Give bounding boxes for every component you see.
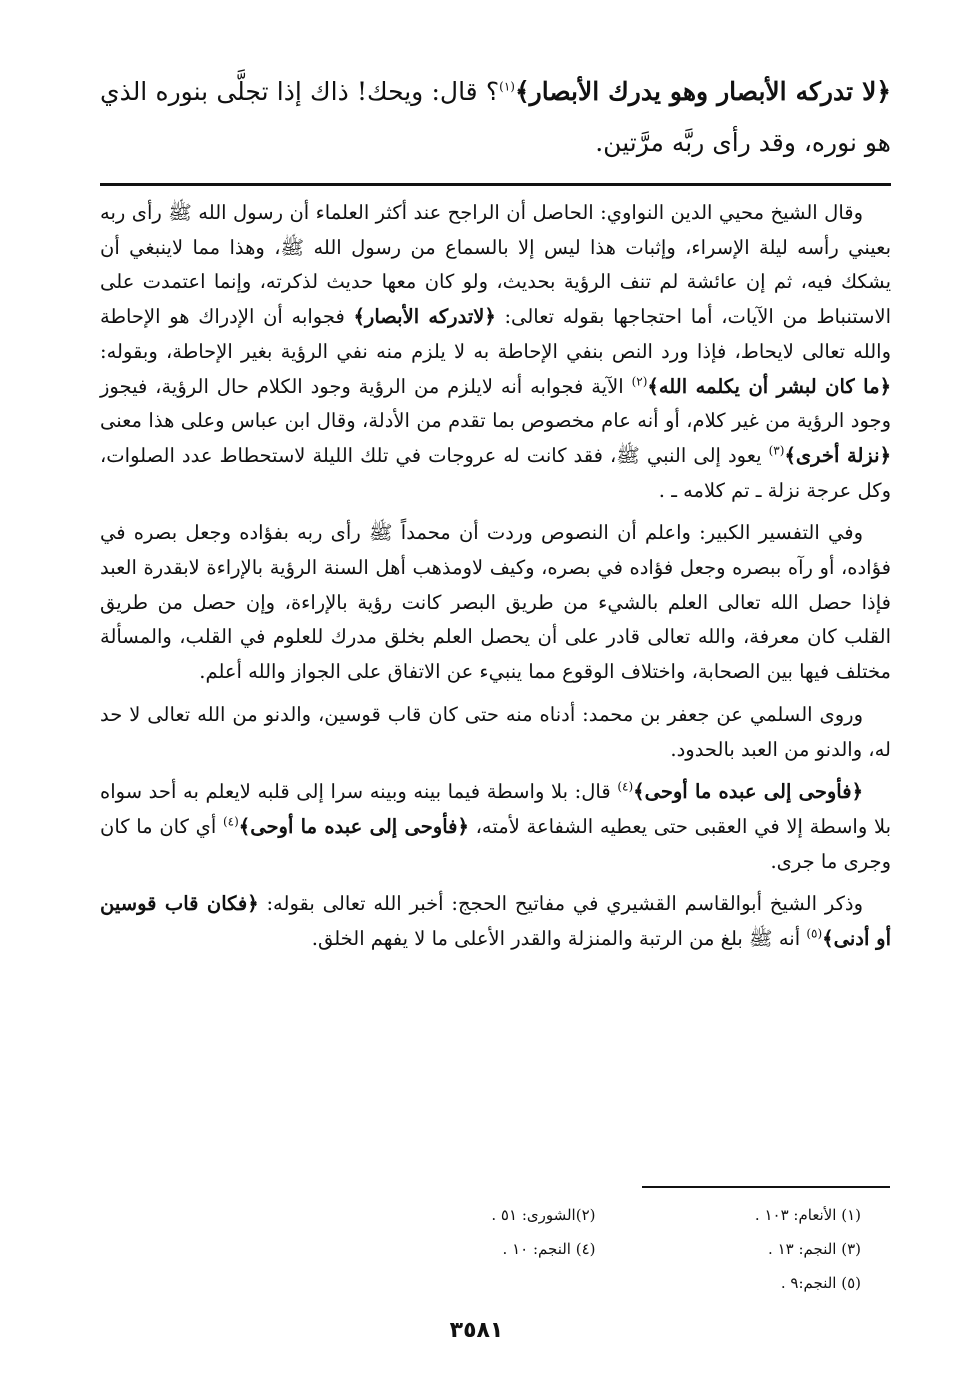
footnote: (٥) النجم:٩ . [780,1274,861,1292]
text-run: أي كان ما كان وجرى ما جرى. [100,814,891,873]
quote-close: ﴾ [514,77,530,106]
top-continuation [100,66,891,168]
paragraph [100,775,891,879]
text-run: يعود إلى النبي ﷺ، فقد كانت له عروجات في تلك الليلة لاستحطاط عدد الصلوات، وكل عرجة نزلة ـ تم كلامه ـ . [100,443,891,502]
footnote: (٢)الشورى: ٥١ . [491,1206,596,1224]
paragraph [100,516,891,690]
text-run: وذكر الشيخ أبوالقاسم القشيري في مفاتيح الحجج: أخبر الله تعالى بقوله: [258,892,863,916]
paragraph [100,887,891,956]
commentary-body [100,196,891,965]
quran-quote: ﴿فأوحى إلى عبده ما أوحى﴾ [633,780,863,804]
text-run: وروى السلمي عن جعفر بن محمد: أدناه منه حتى كان قاب قوسين، والدنو من الله تعالى لا حد له، والدنو من العبد بالحدود. [100,702,891,761]
quran-quote: ﴿نزلة أخرى﴾ [784,443,891,467]
footnote-row [330,1198,861,1232]
footnote: (١) الأنعام: ١٠٣ . [754,1206,861,1224]
separator-rule [100,183,891,186]
quran-quote: ﴿ما كان لبشر أن يكلمه الله﴾ [647,374,891,398]
quran-quote: ﴿فأوحى إلى عبده ما أوحى﴾ [238,814,469,838]
footnotes [330,1198,861,1300]
text-run: أنه ﷺ بلغ من الرتبة والمنزلة والقدر الأعلى ما لا يفهم الخلق. [311,927,807,951]
footnote-ref: (٤) [617,779,634,794]
footnote: (٤) النجم: ١٠ . [502,1240,596,1258]
footnote-ref: (١) [499,79,515,94]
footnote-ref: (٥) [806,926,823,941]
footnote-ref: (٤) [222,814,239,829]
quran-verse [515,77,891,106]
paragraph [100,196,891,508]
footnote-rule [642,1186,890,1188]
footnote-row [330,1266,861,1300]
text-run: فجوابه أن الإدراك هو الإحاطة والله تعالى لايحاط، فإذا ورد النص بنفي الإحاطة به لا يلزم منه نفي الرؤية بغير الإحاطة، وبقوله: [100,305,891,363]
text-run: وفي التفسير الكبير: واعلم أن النصوص وردت أن محمداً ﷺ رأى ربه بفؤاده وجعل بصره في فؤاده، أو رآه ببصره وجعل فؤاده في بصره، وكيف لاومذهب أهل السنة الرؤية بالإراءة لابقدرة العبد فإذا حصل الله تعالى العلم بالشيء من طريق البصر كانت رؤية بالإراءة، وإن حصل من طريق القلب كان معرفة، والله تعالى قادر على أن يحصل العلم بخلق مدرك للعلوم في القلب، والمسألة مختلف فيها بين الصحابة، واختلاف الوقوع مما ينبيء عن الاتفاق على الجواز والله أعلم. [100,521,891,684]
text-run: الآية فجوابه أنه لايلزم من الرؤية وجود الكلام حال الرؤية، فيجوز وجود الرؤية من غير كلام، أو أنه عام مخصوص بما تقدم من الأدلة، وقال ابن عباس وعلى هذا معنى [100,374,891,433]
footnote-ref: (٣) [768,443,785,458]
quran-quote: ﴿لاتدركه الأبصار﴾ [353,305,496,329]
footnote: (٣) النجم: ١٣ . [768,1240,861,1258]
footnote-row [330,1232,861,1266]
verse-text: لا تدركه الأبصار وهو يدرك الأبصار [529,77,877,106]
quote-open: ﴿ [876,77,891,106]
page-number: ٣٥٨١ [449,1318,504,1343]
top-rest-text: ؟ قال: ويحك! ذاك إذا تجلَّى بنوره الذي هو نوره، وقد رأى ربَّه مرَّتين. [100,77,891,157]
footnote-ref: (٢) [631,374,648,389]
text-run: وقال الشيخ محيي الدين النواوي: الحاصل أن الراجح عند أكثر العلماء أن رسول الله ﷺ رأى ربه بعيني رأسه ليلة الإسراء، وإثبات هذا ليس إلا بالسماع من رسول الله ﷺ، وهذا مما لاينبغي أن يشكك فيه، ثم إن عائشة لم تنف الرؤية بحديث، ولو كان معها حديث لذكرته، وإنما اعتمدت على الاستنباط من الآيات، أما احتجاجها بقوله تعالى: [100,201,891,329]
paragraph [100,698,891,767]
quran-quote: ﴿فكان قاب قوسين أو أدنى﴾ [100,892,891,951]
text-run: قال: بلا واسطة فيما بينه وبينه سرا إلى قلبه لايعلم به أحد سواه بلا واسطة إلا في العقبى حتى يعطيه الشفاعة لأمته، [100,780,892,838]
